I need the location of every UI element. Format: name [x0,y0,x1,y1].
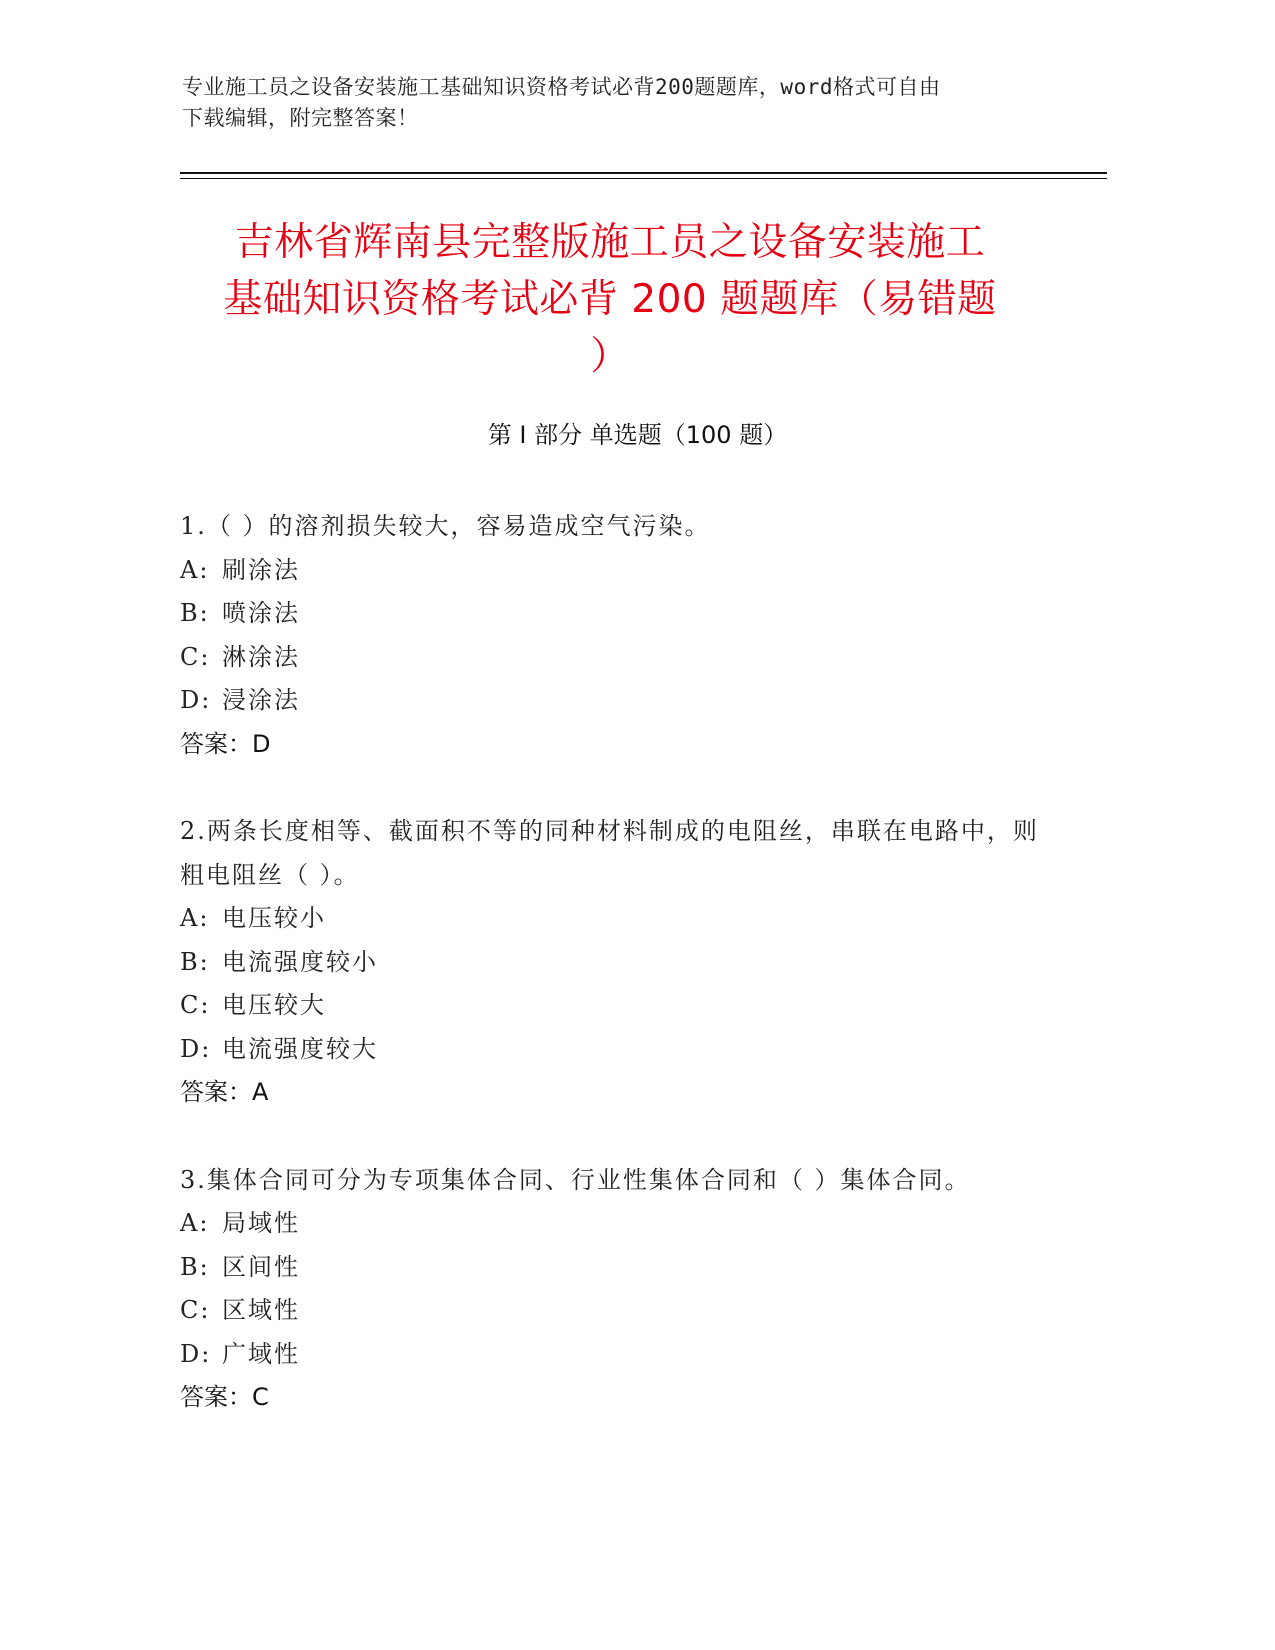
option-letter: B: [180,1252,210,1281]
option-letter: B: [180,599,210,627]
header-note-line1: 专业施工员之设备安装施工基础知识资格考试必背200题题库，word格式可自由 [182,75,941,99]
option-d [180,1028,1040,1072]
option-text: 浸涂法 [222,686,300,714]
option-letter: D: [180,1339,212,1368]
question-text: 1.（ ）的溶剂损失较大，容易造成空气污染。 [180,512,711,540]
option-text: 电流强度较小 [222,947,378,976]
option-letter: A: [180,1209,210,1237]
option-text: 电流强度较大 [222,1034,378,1063]
option-a [180,549,1040,593]
option-a [180,1202,1040,1246]
option-d [180,1333,1040,1377]
answer: 答案：A [180,1078,269,1106]
document-title [180,214,1040,385]
option-letter: C: [180,1296,211,1324]
header-note [182,72,1082,134]
question-text: 3.集体合同可分为专项集体合同、行业性集体合同和（ ）集体合同。 [180,1165,971,1194]
option-letter: D: [180,1034,212,1063]
header-divider-thin [180,178,1107,179]
option-text: 广域性 [222,1339,300,1368]
option-text: 喷涂法 [222,599,300,627]
option-text: 区域性 [222,1296,300,1324]
option-b [180,592,1040,636]
header-note-line2: 下载编辑，附完整答案！ [182,106,419,130]
option-letter: A: [180,904,210,932]
answer: 答案：D [180,729,271,758]
option-letter: A: [180,555,210,584]
question-1 [180,505,1040,766]
header-divider-thick [180,172,1107,174]
option-b [180,941,1040,985]
question-list [180,505,1040,1464]
option-text: 区间性 [222,1252,300,1281]
option-text: 刷涂法 [222,555,300,584]
document-title-line2: 基础知识资格考试必背 200 题题库（易错题 [223,277,997,322]
option-letter: D: [180,686,212,714]
option-b [180,1246,1040,1290]
option-d [180,679,1040,723]
option-letter: B: [180,947,210,976]
option-text: 电压较小 [222,904,326,932]
option-a [180,897,1040,941]
option-letter: C: [180,642,211,671]
option-text: 局域性 [222,1209,300,1237]
document-title-line1: 吉林省辉南县完整版施工员之设备安装施工 [234,220,986,265]
option-text: 电压较大 [222,991,326,1019]
option-c [180,984,1040,1028]
option-c [180,636,1040,680]
document-title-line3: ） [590,334,630,379]
option-c [180,1289,1040,1333]
option-letter: C: [180,991,211,1019]
option-text: 淋涂法 [222,642,300,671]
question-3 [180,1159,1040,1420]
question-text: 2.两条长度相等、截面积不等的同种材料制成的电阻丝，串联在电路中，则粗电阻丝（ ）。 [180,817,1039,889]
section-title: 第 I 部分 单选题（100 题） [487,421,788,449]
question-2 [180,810,1040,1115]
answer: 答案：C [180,1383,269,1411]
